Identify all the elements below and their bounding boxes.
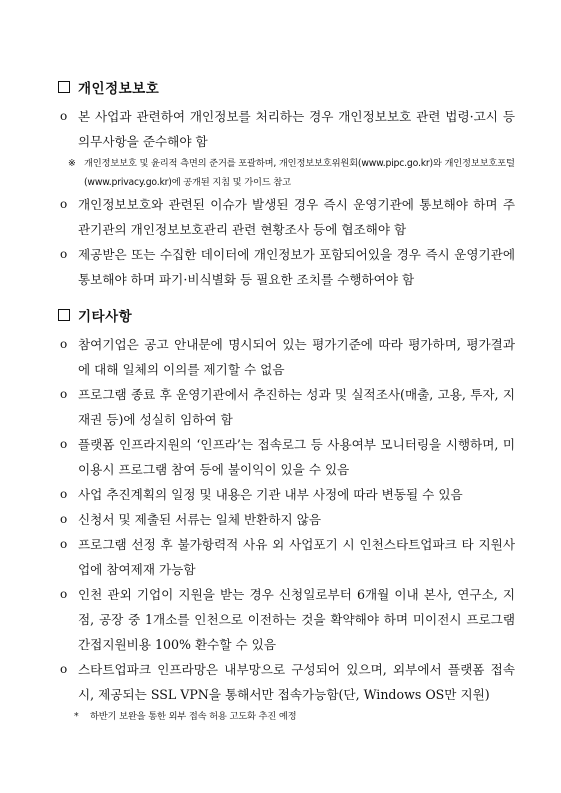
bullet-icon: o (60, 197, 68, 211)
list-item (58, 657, 515, 707)
checkbox-icon (58, 81, 70, 93)
note-mark: * (74, 711, 79, 722)
item-text: 본 사업과 관련하여 개인정보를 처리하는 경우 개인정보보호 관련 법령·고시 등 의무사항을 준수해야 함 (78, 109, 515, 149)
item-text: 신청서 및 제출된 서류는 일체 반환하지 않음 (78, 512, 321, 527)
list-item (58, 192, 515, 242)
list-item (58, 582, 515, 657)
item-text: 개인정보보호와 관련된 이슈가 발생된 경우 즉시 운영기관에 통보해야 하며 주관기관의 개인정보보호관리 관련 현황조사 등에 협조해야 함 (78, 197, 515, 237)
list-item (58, 104, 515, 154)
bullet-icon: o (60, 437, 68, 451)
item-text: 참여기업은 공고 안내문에 명시되어 있는 평가기준에 따라 평가하며, 평가결과에 대해 일체의 이의를 제기할 수 없음 (78, 337, 515, 377)
checkbox-icon (58, 309, 70, 321)
bullet-icon: o (60, 337, 68, 351)
bullet-icon: o (60, 487, 68, 501)
note-mark: ※ (68, 158, 76, 169)
item-text: 스타트업파크 인프라망은 내부망으로 구성되어 있으며, 외부에서 플랫폼 접속 시, 제공되는 SSL VPN을 통해서만 접속가능함(단, Windows OS만 지원) (78, 662, 515, 702)
list-item (58, 332, 515, 382)
section-privacy (58, 76, 515, 292)
item-text: 플랫폼 인프라지원의 ‘인프라’는 접속로그 등 사용여부 모니터링을 시행하며, 미 이용시 프로그램 참여 등에 불이익이 있을 수 있음 (78, 437, 515, 477)
list-item (58, 482, 515, 507)
item-text: 제공받은 또는 수집한 데이터에 개인정보가 포함되어있을 경우 즉시 운영기관에 통보해야 하며 파기·비식별화 등 필요한 조치를 수행하여야 함 (78, 247, 515, 287)
section-title: 기타사항 (78, 309, 133, 325)
bullet-icon: o (60, 387, 68, 401)
list-item (58, 532, 515, 582)
section-title: 개인정보보호 (78, 81, 160, 97)
bullet-icon: o (60, 662, 68, 676)
note-text: 하반기 보완을 통한 외부 접속 허용 고도화 추진 예정 (90, 711, 297, 722)
list-item (58, 507, 515, 532)
item-text: 인천 관외 기업이 지원을 받는 경우 신청일로부터 6개월 이내 본사, 연구소, 지점, 공장 중 1개소를 인천으로 이전하는 것을 확약해야 하며 미이전시 프로그램 간접지원비용 100% 환수할 수 있음 (78, 587, 515, 652)
list-item (58, 242, 515, 292)
section-heading (58, 76, 515, 98)
bullet-icon: o (60, 109, 68, 123)
list-item (58, 432, 515, 482)
bullet-icon: o (60, 247, 68, 261)
note-text: 개인정보보호 및 윤리적 측면의 준거를 포괄하며, 개인정보보호위원회(www.pipc.go.kr)와 개인정보보호포털(www.privacy.go.kr)에 공개된 지침 및 가이드 참고 (84, 158, 515, 188)
list-item (58, 382, 515, 432)
bullet-icon: o (60, 512, 68, 526)
bullet-icon: o (60, 537, 68, 551)
bullet-icon: o (60, 587, 68, 601)
section-misc (58, 304, 515, 726)
section-heading (58, 304, 515, 326)
item-text: 프로그램 선정 후 불가항력적 사유 외 사업포기 시 인천스타트업파크 타 지원사업에 참여제재 가능함 (78, 537, 515, 577)
item-text: 사업 추진계획의 일정 및 내용은 기관 내부 사정에 따라 변동될 수 있음 (78, 487, 463, 502)
item-text: 프로그램 종료 후 운영기관에서 추진하는 성과 및 실적조사(매출, 고용, 투자, 지재권 등)에 성실히 임하여 함 (78, 387, 515, 427)
note-item (68, 154, 515, 192)
note-item (74, 707, 515, 726)
